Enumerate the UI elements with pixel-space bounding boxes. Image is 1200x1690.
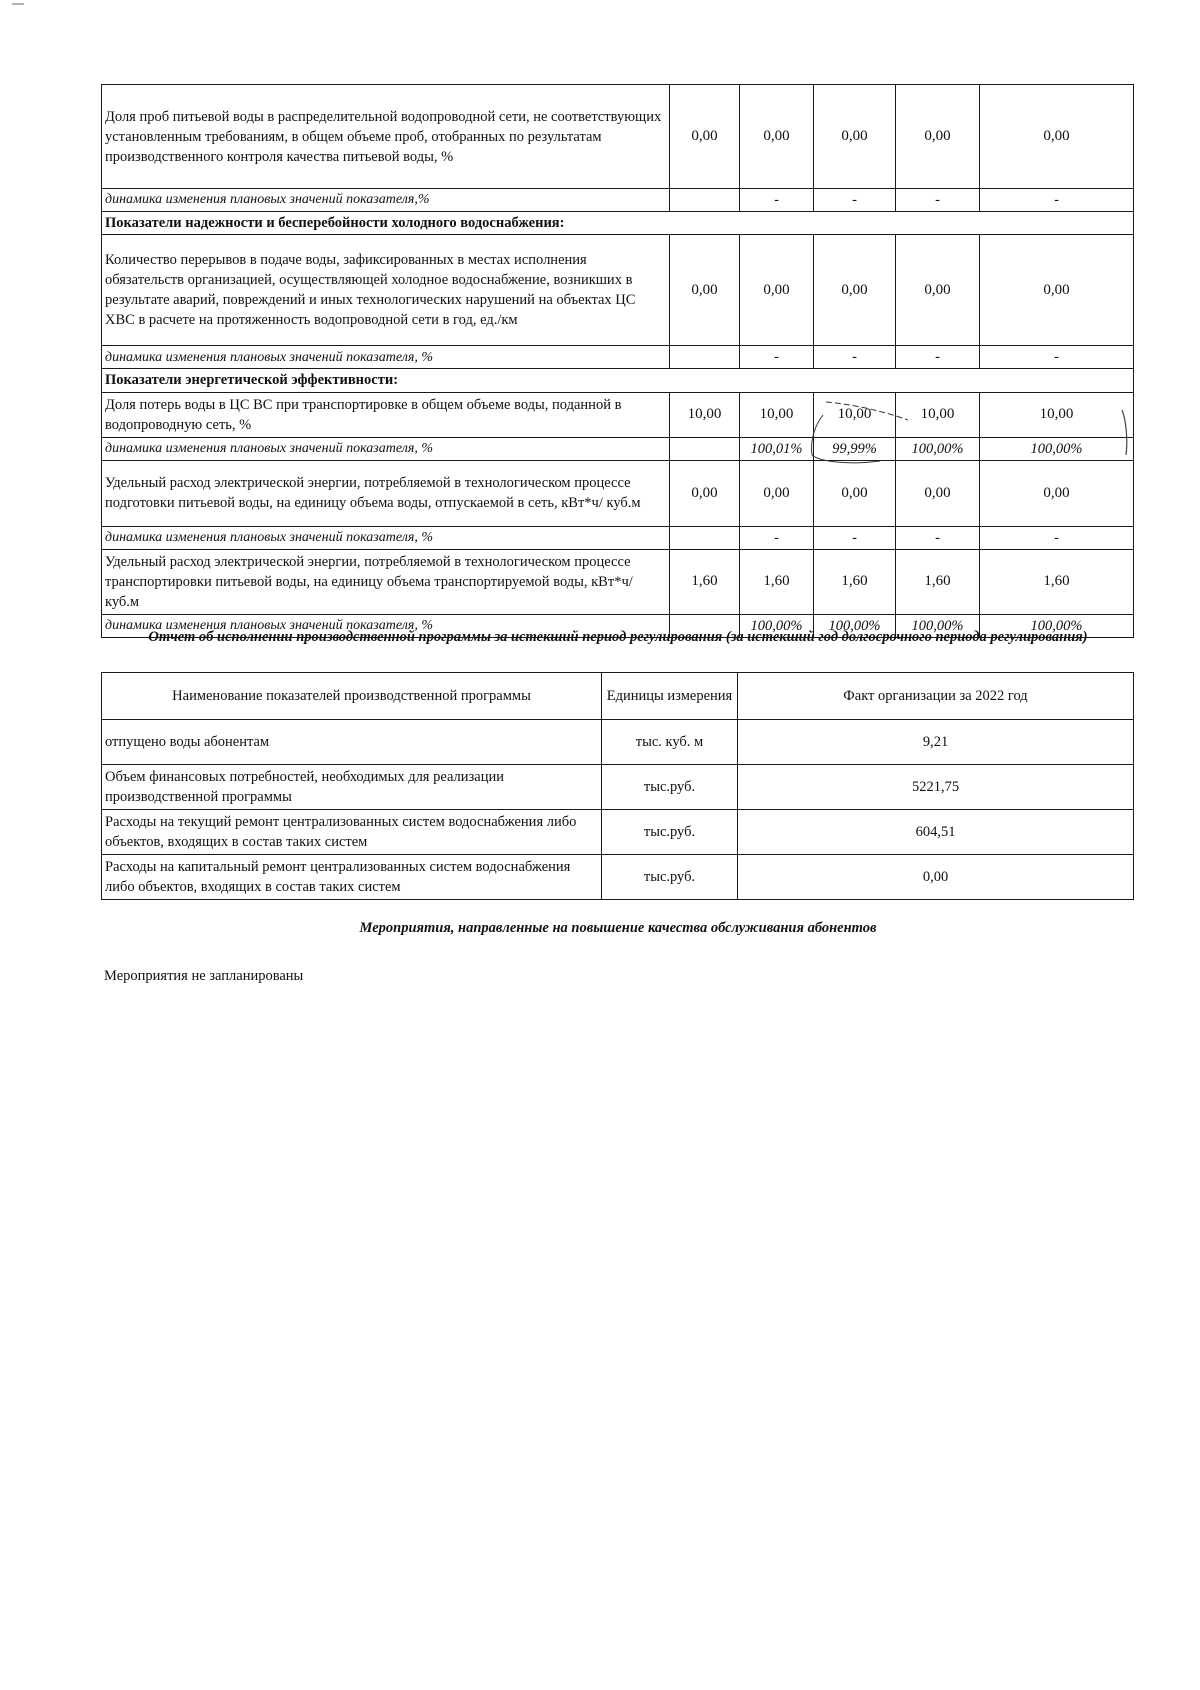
table-row <box>102 235 1134 346</box>
indicator-value: 1,60 <box>670 549 740 614</box>
indicator-value: 10,00 <box>740 392 814 437</box>
indicator-value: 10,00 <box>670 392 740 437</box>
dynamics-label: динамика изменения плановых значений показателя, % <box>102 614 670 637</box>
report-caption: Отчет об исполнении производственной программы за истекший период регулирования (за истекший год долгосрочного периода регулирования) <box>148 629 1088 645</box>
indicator-label: Удельный расход электрической энергии, потребляемой в технологическом процессе подготовки питьевой воды, на единицу объема воды, отпускаемой в сеть, кВт*ч/ куб.м <box>102 460 670 526</box>
report-indicator: Расходы на капитальный ремонт централизованных систем водоснабжения либо объектов, входящих в состав таких систем <box>102 855 602 900</box>
section-row <box>102 212 1134 235</box>
report-value: 9,21 <box>738 720 1134 765</box>
report-indicator: Объем финансовых потребностей, необходимых для реализации производственной программы <box>102 765 602 810</box>
table-row <box>102 855 1134 900</box>
table-row <box>102 437 1134 460</box>
indicator-value: 0,00 <box>814 85 896 189</box>
indicator-value: 0,00 <box>896 460 980 526</box>
dynamics-value: - <box>980 526 1134 549</box>
table-row <box>102 549 1134 614</box>
dynamics-value <box>670 346 740 369</box>
dynamics-value: - <box>814 189 896 212</box>
report-indicator: отпущено воды абонентам <box>102 720 602 765</box>
dynamics-value: 99,99% <box>814 437 896 460</box>
report-indicator: Расходы на текущий ремонт централизованных систем водоснабжения либо объектов, входящих в состав таких систем <box>102 810 602 855</box>
indicator-value: 0,00 <box>740 460 814 526</box>
table-row <box>102 810 1134 855</box>
column-header: Факт организации за 2022 год <box>738 673 1134 720</box>
indicator-value: 1,60 <box>980 549 1134 614</box>
dynamics-value: - <box>896 189 980 212</box>
dynamics-value: 100,00% <box>980 614 1134 637</box>
dynamics-value: 100,00% <box>814 614 896 637</box>
indicator-value: 0,00 <box>670 235 740 346</box>
table-row <box>102 526 1134 549</box>
report-unit: тыс.руб. <box>602 810 738 855</box>
dynamics-value: - <box>980 189 1134 212</box>
indicator-value: 10,00 <box>814 392 896 437</box>
dynamics-label: динамика изменения плановых значений показателя, % <box>102 346 670 369</box>
report-table <box>101 672 1134 900</box>
table-row <box>102 460 1134 526</box>
table-row <box>102 346 1134 369</box>
dynamics-value <box>670 189 740 212</box>
dynamics-label: динамика изменения плановых значений показателя, % <box>102 437 670 460</box>
table-row <box>102 85 1134 189</box>
indicator-label: Доля проб питьевой воды в распределительной водопроводной сети, не соответствующих установленным требованиям, в общем объеме проб, отобранных по результатам производственного контроля качества питьевой воды, % <box>102 85 670 189</box>
indicator-label: Доля потерь воды в ЦС ВС при транспортировке в общем объеме воды, поданной в водопроводную сеть, % <box>102 392 670 437</box>
indicator-value: 10,00 <box>980 392 1134 437</box>
indicators-table <box>101 84 1134 638</box>
table-header-row <box>102 673 1134 720</box>
dynamics-value: - <box>980 346 1134 369</box>
section-heading: Показатели надежности и бесперебойности холодного водоснабжения: <box>102 212 1134 235</box>
indicator-value: 10,00 <box>896 392 980 437</box>
indicator-value: 0,00 <box>980 235 1134 346</box>
indicator-value: 0,00 <box>670 460 740 526</box>
indicator-value: 1,60 <box>740 549 814 614</box>
report-value: 5221,75 <box>738 765 1134 810</box>
dynamics-value <box>670 437 740 460</box>
report-value: 604,51 <box>738 810 1134 855</box>
dynamics-value: - <box>896 346 980 369</box>
dynamics-value: - <box>896 526 980 549</box>
indicator-value: 1,60 <box>896 549 980 614</box>
table-row <box>102 392 1134 437</box>
dynamics-value: 100,00% <box>740 614 814 637</box>
indicator-value: 0,00 <box>740 85 814 189</box>
report-unit: тыс. куб. м <box>602 720 738 765</box>
dynamics-value: - <box>740 526 814 549</box>
indicator-value: 0,00 <box>740 235 814 346</box>
dynamics-label: динамика изменения плановых значений показателя, % <box>102 526 670 549</box>
indicator-value: 0,00 <box>896 85 980 189</box>
table-row <box>102 720 1134 765</box>
indicator-value: 0,00 <box>896 235 980 346</box>
dynamics-value: 100,01% <box>740 437 814 460</box>
indicator-value: 0,00 <box>980 460 1134 526</box>
dynamics-value: 100,00% <box>896 614 980 637</box>
measures-text: Мероприятия не запланированы <box>104 968 304 984</box>
column-header: Единицы измерения <box>602 673 738 720</box>
indicator-value: 0,00 <box>980 85 1134 189</box>
report-unit: тыс.руб. <box>602 855 738 900</box>
report-value: 0,00 <box>738 855 1134 900</box>
dynamics-value: - <box>740 346 814 369</box>
section-heading: Показатели энергетической эффективности: <box>102 369 1134 392</box>
table-row <box>102 189 1134 212</box>
dynamics-value: 100,00% <box>896 437 980 460</box>
indicator-value: 0,00 <box>814 235 896 346</box>
table-row <box>102 765 1134 810</box>
dynamics-label: динамика изменения плановых значений показателя,% <box>102 189 670 212</box>
indicator-label: Удельный расход электрической энергии, потребляемой в технологическом процессе транспортировки питьевой воды, на единицу объема транспортируемой воды, кВт*ч/ куб.м <box>102 549 670 614</box>
section-row <box>102 369 1134 392</box>
dynamics-value: - <box>814 526 896 549</box>
dynamics-value: - <box>740 189 814 212</box>
dynamics-value <box>670 526 740 549</box>
dynamics-value: - <box>814 346 896 369</box>
measures-caption: Мероприятия, направленные на повышение качества обслуживания абонентов <box>359 920 877 936</box>
indicator-value: 0,00 <box>814 460 896 526</box>
column-header: Наименование показателей производственной программы <box>102 673 602 720</box>
indicator-label: Количество перерывов в подаче воды, зафиксированных в местах исполнения обязательств организацией, осуществляющей холодное водоснабжение, возникших в результате аварий, повреждений и иных технологических нарушений на объектах ЦС ХВС в расчете на протяженность водопроводной сети в год, ед./км <box>102 235 670 346</box>
indicator-value: 1,60 <box>814 549 896 614</box>
indicator-value: 0,00 <box>670 85 740 189</box>
report-unit: тыс.руб. <box>602 765 738 810</box>
dynamics-value: 100,00% <box>980 437 1134 460</box>
